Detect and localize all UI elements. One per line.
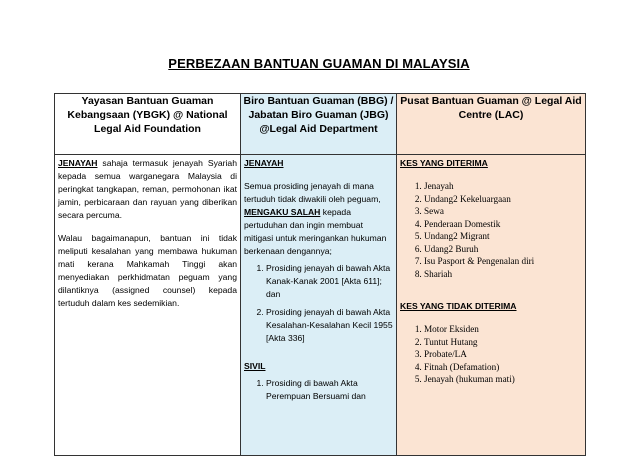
list-item: 5. Jenayah (hukuman mati) — [424, 373, 582, 386]
header-ybgk: Yayasan Bantuan Guaman Kebangsaan (YBGK) @ National Legal Aid Foundation — [55, 94, 241, 155]
bbg-heading-sivil: SIVIL — [244, 361, 266, 371]
cell-lac — [397, 155, 586, 456]
list-item: 6. Udang2 Buruh — [424, 243, 582, 256]
cell-ybgk — [55, 155, 241, 456]
list-item: 2. Tuntut Hutang — [424, 336, 582, 349]
header-lac: Pusat Bantuan Guaman @ Legal Aid Centre (LAC) — [397, 94, 586, 155]
bbg-intro-text-a: Semua prosiding jenayah di mana tertuduh tidak diwakili oleh peguam, — [244, 181, 381, 204]
lac-accepted-list — [400, 180, 582, 280]
ybgk-para-2: Walau bagaimanapun, bantuan ini tidak meliputi kesalahan yang membawa hukuman mati kerana Mahkamah Tinggi akan menyediakan perkhidmatan peguam yang dilantiknya (assigned counsel) kepada tertuduh dalam kes sedemikian. — [58, 233, 237, 308]
list-item: 3. Sewa — [424, 205, 582, 218]
list-item: 1. Prosiding jenayah di bawah Akta Kanak-Kanak 2001 [Akta 611]; dan — [266, 262, 393, 301]
cell-bbg — [241, 155, 397, 456]
bbg-intro — [244, 180, 393, 258]
bbg-jenayah-list — [244, 262, 393, 345]
comparison-table — [54, 93, 586, 456]
bbg-intro-text-b: kepada pertuduhan dan ingin membuat mitigasi untuk meringankan hukuman berkenaan dengannya; — [244, 207, 387, 256]
bbg-sivil-list — [244, 377, 393, 403]
lac-heading-accepted: KES YANG DITERIMA — [400, 158, 488, 168]
lac-rejected-list — [400, 323, 582, 386]
list-item: 8. Shariah — [424, 268, 582, 281]
list-item: 2. Prosiding jenayah di bawah Akta Kesalahan-Kesalahan Kecil 1955 [Akta 336] — [266, 306, 393, 345]
table-body-row — [55, 155, 586, 456]
ybgk-para-1 — [58, 157, 237, 222]
list-item: 4. Fitnah (Defamation) — [424, 361, 582, 374]
ybgk-para-1-text: sahaja termasuk jenayah Syariah kepada semua warganegara Malaysia di peringkat tangkapan, reman, permohonan ikat jamin, perbicaraan dan rayuan yang diberikan secara percuma. — [58, 158, 237, 220]
document-title: PERBEZAAN BANTUAN GUAMAN DI MALAYSIA — [168, 56, 470, 71]
lac-heading-rejected: KES YANG TIDAK DITERIMA — [400, 301, 517, 311]
list-item: 2. Undang2 Kekeluargaan — [424, 193, 582, 206]
header-bbg: Biro Bantuan Guaman (BBG) / Jabatan Biro Guaman (JBG) @Legal Aid Department — [241, 94, 397, 155]
list-item: 4. Penderaan Domestik — [424, 218, 582, 231]
list-item: 7. Isu Pasport & Pengenalan diri — [424, 255, 582, 268]
bbg-heading-jenayah: JENAYAH — [244, 158, 284, 168]
list-item: 3. Probate/LA — [424, 348, 582, 361]
list-item: 5. Undang2 Migrant — [424, 230, 582, 243]
list-item: 1. Prosiding di bawah Akta Perempuan Bersuami dan — [266, 377, 393, 403]
list-item: 1. Motor Eksiden — [424, 323, 582, 336]
table-header-row — [55, 94, 586, 155]
bbg-intro-bold: MENGAKU SALAH — [244, 207, 321, 217]
ybgk-heading: JENAYAH — [58, 158, 98, 168]
list-item: 1. Jenayah — [424, 180, 582, 193]
